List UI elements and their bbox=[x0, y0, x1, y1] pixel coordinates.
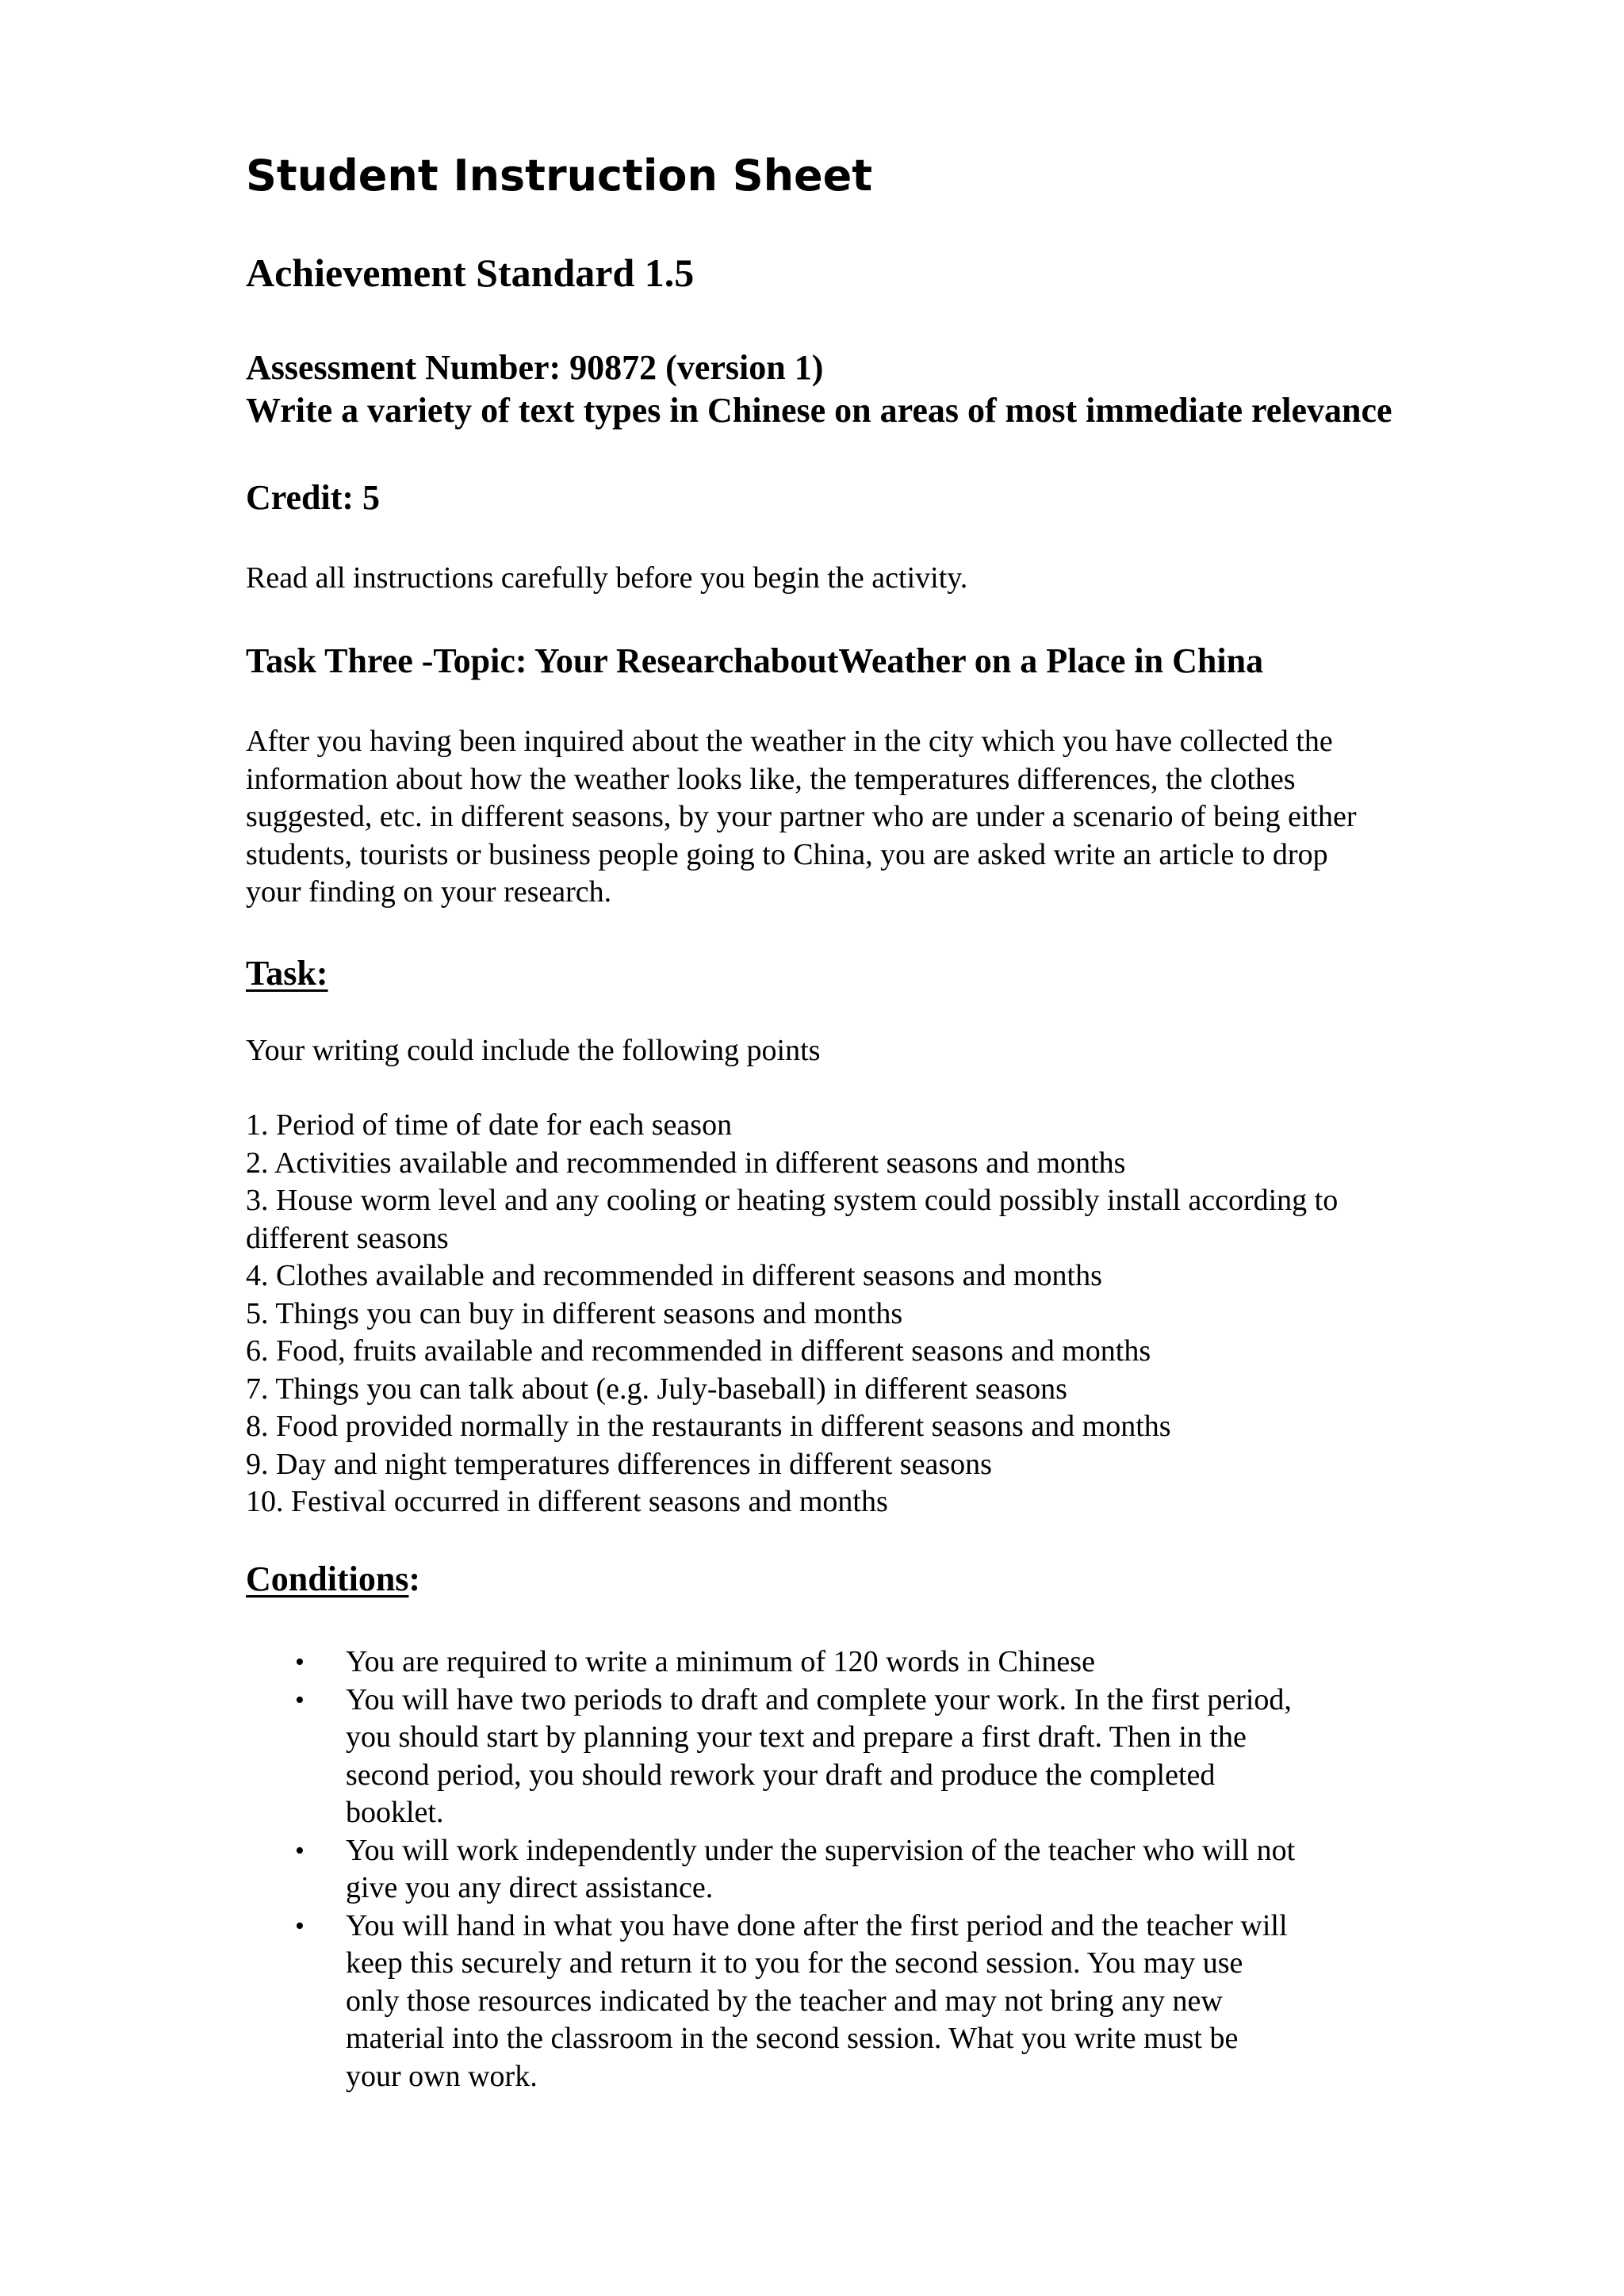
intro-line: students, tourists or business people going to China, you are asked write an article to drop bbox=[246, 837, 1328, 871]
list-item bbox=[246, 1408, 1338, 1446]
condition-item bbox=[246, 1832, 1295, 1908]
condition-item bbox=[246, 1682, 1295, 1832]
list-item-line: 9. Day and night temperatures differences in different seasons bbox=[246, 1447, 992, 1481]
condition-line: only those resources indicated by the teacher and may not bring any new bbox=[346, 1984, 1223, 2018]
condition-item bbox=[246, 1908, 1295, 2096]
credit-value: Credit: 5 bbox=[246, 478, 381, 517]
list-item-line: 7. Things you can talk about (e.g. July-baseball) in different seasons bbox=[246, 1372, 1067, 1406]
conditions-heading bbox=[246, 1557, 420, 1601]
list-item-line: different seasons bbox=[246, 1221, 449, 1255]
list-item bbox=[246, 1483, 1338, 1521]
points-list bbox=[246, 1107, 1338, 1521]
conditions-heading-colon: : bbox=[408, 1559, 421, 1598]
intro-line: your finding on your research. bbox=[246, 875, 612, 909]
condition-line: You will have two periods to draft and complete your work. In the first period, bbox=[346, 1682, 1292, 1716]
condition-line: you should start by planning your text and prepare a first draft. Then in the bbox=[346, 1720, 1247, 1754]
conditions-heading-text: Conditions bbox=[246, 1559, 409, 1598]
intro-line: information about how the weather looks like, the temperatures differences, the clothes bbox=[246, 762, 1296, 796]
condition-line: material into the classroom in the second session. What you write must be bbox=[346, 2022, 1239, 2055]
task-heading bbox=[246, 951, 328, 996]
read-instructions-note: Read all instructions carefully before you begin the activity. bbox=[246, 561, 968, 595]
achievement-standard: Achievement Standard 1.5 bbox=[246, 251, 695, 295]
list-item bbox=[246, 1295, 1338, 1334]
list-item bbox=[246, 1446, 1338, 1484]
condition-line: You will work independently under the supervision of the teacher who will not bbox=[346, 1833, 1296, 1867]
assessment-title: Write a variety of text types in Chinese on areas of most immediate relevance bbox=[246, 391, 1392, 430]
list-item bbox=[246, 1333, 1338, 1371]
condition-line: booklet. bbox=[346, 1796, 444, 1829]
task-topic-heading: Task Three -Topic: Your ResearchaboutWeather on a Place in China bbox=[246, 641, 1264, 680]
bullet-icon: • bbox=[295, 1911, 304, 1941]
condition-line: second period, you should rework your draft and produce the completed bbox=[346, 1758, 1216, 1792]
bullet-icon: • bbox=[295, 1685, 304, 1715]
task-heading-text: Task: bbox=[246, 954, 328, 993]
points-intro: Your writing could include the following points bbox=[246, 1034, 821, 1067]
list-item-line: 10. Festival occurred in different seasons and months bbox=[246, 1485, 888, 1518]
condition-line: keep this securely and return it to you for the second session. You may use bbox=[346, 1946, 1243, 1980]
condition-line: You will hand in what you have done after the first period and the teacher will bbox=[346, 1908, 1288, 1942]
list-item-line: 8. Food provided normally in the restaurants in different seasons and months bbox=[246, 1410, 1171, 1443]
intro-line: suggested, etc. in different seasons, by your partner who are under a scenario of being either bbox=[246, 800, 1357, 833]
condition-line: your own work. bbox=[346, 2059, 538, 2093]
condition-line: give you any direct assistance. bbox=[346, 1871, 714, 1904]
bullet-icon: • bbox=[295, 1647, 304, 1677]
intro-paragraph bbox=[246, 723, 1357, 912]
condition-item bbox=[246, 1644, 1295, 1682]
list-item bbox=[246, 1107, 1338, 1145]
page-title: Student Instruction Sheet bbox=[246, 151, 873, 201]
list-item-line: 3. House worm level and any cooling or heating system could possibly install according to bbox=[246, 1184, 1339, 1217]
list-item-line: 4. Clothes available and recommended in different seasons and months bbox=[246, 1259, 1102, 1292]
list-item-line: 5. Things you can buy in different seasons and months bbox=[246, 1296, 903, 1330]
bullet-icon: • bbox=[295, 1835, 304, 1866]
list-item-line: 1. Period of time of date for each season bbox=[246, 1108, 733, 1142]
list-item bbox=[246, 1371, 1338, 1409]
condition-line: You are required to write a minimum of 120 words in Chinese bbox=[346, 1645, 1095, 1678]
assessment-number: Assessment Number: 90872 (version 1) bbox=[246, 348, 824, 387]
intro-line: After you having been inquired about the weather in the city which you have collected the bbox=[246, 725, 1333, 758]
list-item bbox=[246, 1257, 1338, 1295]
conditions-list bbox=[246, 1644, 1295, 2095]
list-item bbox=[246, 1145, 1338, 1183]
list-item-line: 6. Food, fruits available and recommended in different seasons and months bbox=[246, 1334, 1151, 1368]
list-item-line: 2. Activities available and recommended in different seasons and months bbox=[246, 1146, 1126, 1180]
list-item bbox=[246, 1182, 1338, 1257]
